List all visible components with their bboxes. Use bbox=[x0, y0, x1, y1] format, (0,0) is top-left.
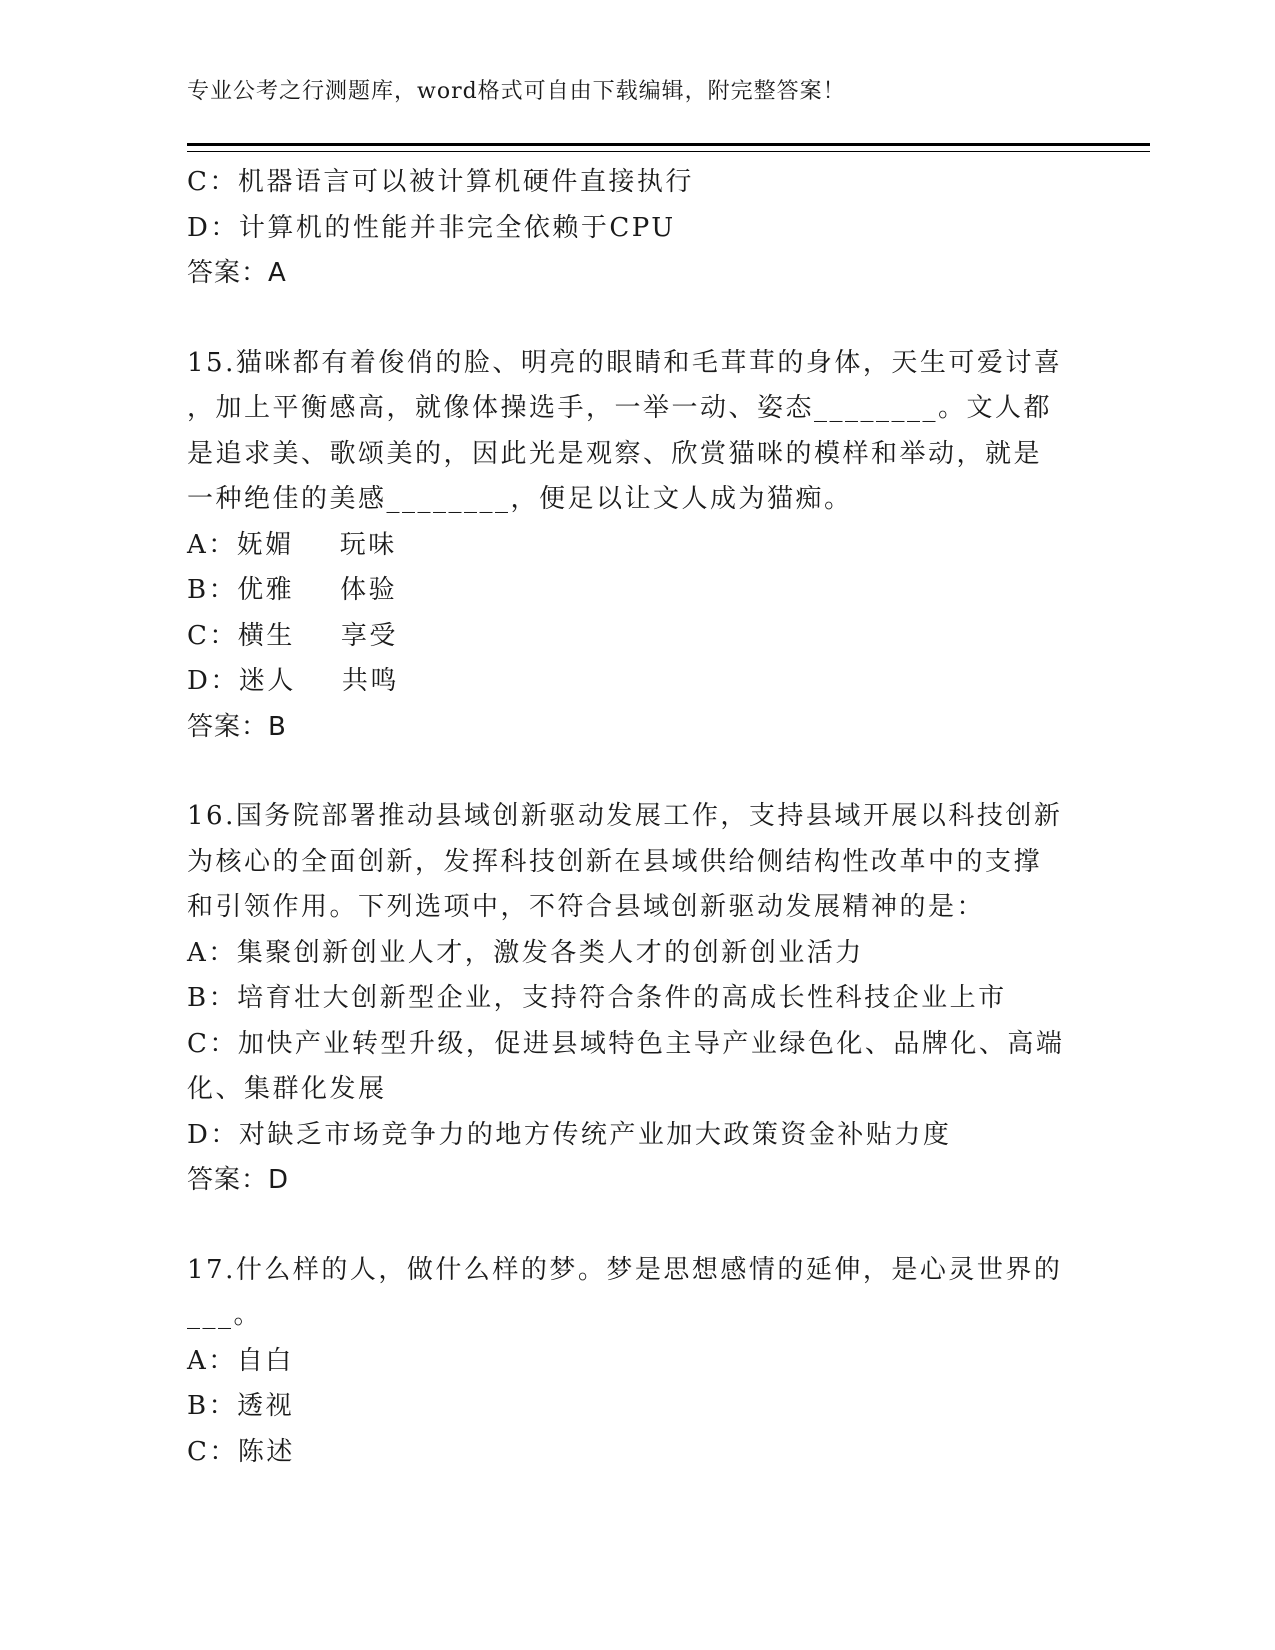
question-stem-line: 一种绝佳的美感________，便足以让文人成为猫痴。 bbox=[187, 484, 853, 514]
question-stem-line: 15.猫咪都有着俊俏的脸、明亮的眼睛和毛茸茸的身体，天生可爱讨喜 bbox=[187, 347, 1063, 378]
option-c-continued: 化、集群化发展 bbox=[187, 1074, 387, 1104]
option-c bbox=[187, 614, 1087, 660]
option-d: D：计算机的性能并非完全依赖于CPU bbox=[187, 212, 676, 243]
option-c: C：陈述 bbox=[187, 1436, 295, 1467]
option-a bbox=[187, 523, 1087, 569]
question-stem-line: 17.什么样的人，做什么样的梦。梦是思想感情的延伸，是心灵世界的 bbox=[187, 1254, 1063, 1285]
option-first-word: A：妩媚 bbox=[187, 529, 294, 560]
option-a: A：集聚创新创业人才，激发各类人才的创新创业活力 bbox=[187, 937, 864, 968]
question-stem-line: 和引领作用。下列选项中，不符合县域创新驱动发展精神的是： bbox=[187, 892, 986, 922]
question-stem-line: 是追求美、歌颂美的，因此光是观察、欣赏猫咪的模样和举动，就是 bbox=[187, 438, 1043, 469]
option-b: B：培育壮大创新型企业，支持符合条件的高成长性科技企业上市 bbox=[187, 983, 1007, 1013]
header-divider bbox=[187, 143, 1150, 152]
question-stem-line: 为核心的全面创新，发挥科技创新在县域供给侧结构性改革中的支撑 bbox=[187, 846, 1043, 877]
option-c: C：机器语言可以被计算机硬件直接执行 bbox=[187, 167, 694, 197]
option-first-word: B：优雅 bbox=[187, 575, 295, 605]
question-stem-line: ，加上平衡感高，就像体操选手，一举一动、姿态________。文人都 bbox=[187, 393, 1053, 423]
option-first-word: C：横生 bbox=[187, 620, 295, 651]
answer: 答案：B bbox=[187, 711, 287, 742]
option-d bbox=[187, 659, 1087, 705]
page-header: 专业公考之行测题库，word格式可自由下载编辑，附完整答案！ bbox=[187, 79, 846, 104]
answer: 答案：A bbox=[187, 258, 287, 288]
option-b: B：透视 bbox=[187, 1391, 295, 1421]
option-first-word: D：迷人 bbox=[187, 666, 296, 696]
option-a: A：自白 bbox=[187, 1345, 294, 1376]
question-stem-line: 16.国务院部署推动县域创新驱动发展工作，支持县域开展以科技创新 bbox=[187, 801, 1063, 831]
option-d: D：对缺乏市场竞争力的地方传统产业加大政策资金补贴力度 bbox=[187, 1119, 952, 1150]
question-14 bbox=[187, 160, 1087, 297]
option-b bbox=[187, 568, 1087, 614]
question-16 bbox=[187, 794, 1087, 1204]
option-second-word: 体验 bbox=[340, 575, 398, 605]
option-second-word: 享受 bbox=[340, 620, 398, 651]
answer: 答案：D bbox=[187, 1165, 290, 1195]
option-second-word: 玩味 bbox=[339, 529, 397, 560]
question-17 bbox=[187, 1248, 1087, 1476]
document-body bbox=[187, 160, 1087, 1475]
option-c: C：加快产业转型升级，促进县域特色主导产业绿色化、品牌化、高端 bbox=[187, 1028, 1065, 1059]
question-stem-line: ___。 bbox=[187, 1300, 263, 1330]
question-15 bbox=[187, 341, 1087, 751]
option-second-word: 共鸣 bbox=[341, 666, 399, 696]
